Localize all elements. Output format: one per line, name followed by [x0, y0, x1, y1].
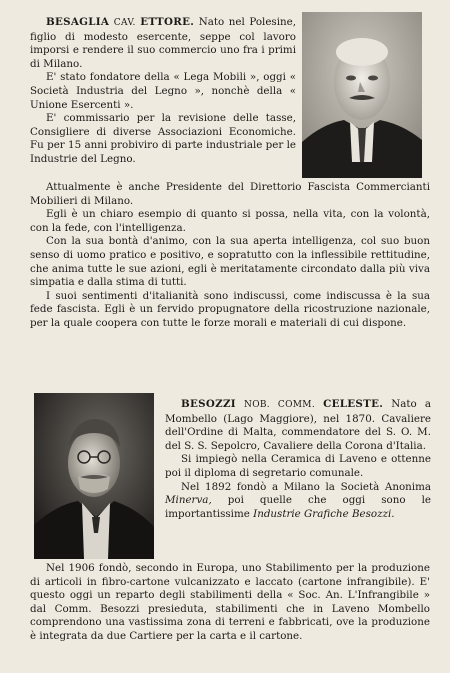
- besozzi-p2: Si impiegò nella Ceramica di Laveno e ottenne poi il diploma di segretario comunale.: [165, 453, 431, 479]
- portrait-besozzi: [34, 393, 154, 559]
- besaglia-p7: I suoi sentimenti d'italianità sono indiscussi, come indiscussa è la sua fede fascista. Egli è un fervido propugnatore della ricostruzione nazionale, per la quale coopera con tutte le forze morali e materiali di cui dispone.: [30, 289, 430, 329]
- besozzi-bio-body: [30, 562, 430, 644]
- besaglia-p5: Egli è un chiaro esempio di quanto si possa, nella vita, con la volontà, con la fede, con l'intelligenza.: [30, 208, 430, 234]
- besaglia-bio-body: [30, 181, 430, 331]
- besaglia-bio-intro: [30, 16, 296, 167]
- besaglia-p3: E' commissario per la revisione delle tasse, Consigliere di diverse Associazioni Economiche. Fu per 15 anni probiviro di parte industriale per le Industrie del Legno.: [30, 112, 296, 165]
- besozzi-p1: Nato a Mombello (Lago Maggiore), nel 1870. Cavaliere dell'Ordine di Malta, commendatore del S. O. M. del S. S. Sepolcro, Cavaliere della Corona d'Italia.: [165, 398, 431, 452]
- besozzi-surname: BESOZZI: [181, 398, 236, 410]
- besaglia-p6: Con la sua bontà d'animo, con la sua aperta intelligenza, col suo buon senso di uomo pratico e positivo, e sopratutto con la inflessibile rettitudine, che anima tutte le sue azioni, egli è meritatamente circondato dalla più viva simpatia e dalla stima di tutti.: [30, 235, 430, 289]
- besaglia-surname: BESAGLIA: [46, 16, 110, 28]
- besozzi-title: NOB. COMM.: [244, 400, 315, 410]
- besozzi-bio-intro: [165, 398, 431, 521]
- besozzi-firstname: CELESTE.: [323, 398, 384, 410]
- besaglia-p1: Nato nel Polesine, figlio di modesto esercente, seppe col lavoro imporsi e rendere il suo commercio uno fra i primi di Milano.: [30, 16, 296, 70]
- besozzi-p3-a: Nel 1892 fondò a Milano la Società Anonima: [181, 480, 431, 493]
- portrait-besaglia: [302, 12, 422, 178]
- besozzi-minerva: Minerva,: [165, 494, 212, 507]
- besaglia-firstname: ETTORE.: [140, 16, 195, 28]
- besozzi-p4: Nel 1906 fondò, secondo in Europa, uno Stabilimento per la produzione di articoli in fibro-cartone vulcanizzato e laccato (cartone infrangibile). E' questo oggi un reparto degli stabilimenti della « Soc. An. L'Infrangibile » dal Comm. Besozzi presieduta, stabilimenti che in Laveno Mombello comprendono una vastissima zona di terreni e fabbricati, ove la produzione è integrata da due Cartiere per la carta e il cartone.: [30, 562, 430, 642]
- besaglia-title: CAV.: [113, 18, 136, 28]
- besozzi-industrie: Industrie Grafiche Besozzi.: [253, 507, 395, 520]
- besaglia-p2: E' stato fondatore della « Lega Mobili », oggi « Società Industria del Legno », nonchè della « Unione Esercenti ».: [30, 71, 296, 111]
- besozzi-p3-b: poi quelle che oggi sono le importantissime: [165, 494, 431, 520]
- besaglia-p4: Attualmente è anche Presidente del Direttorio Fascista Commercianti Mobilieri di Milano.: [30, 181, 430, 207]
